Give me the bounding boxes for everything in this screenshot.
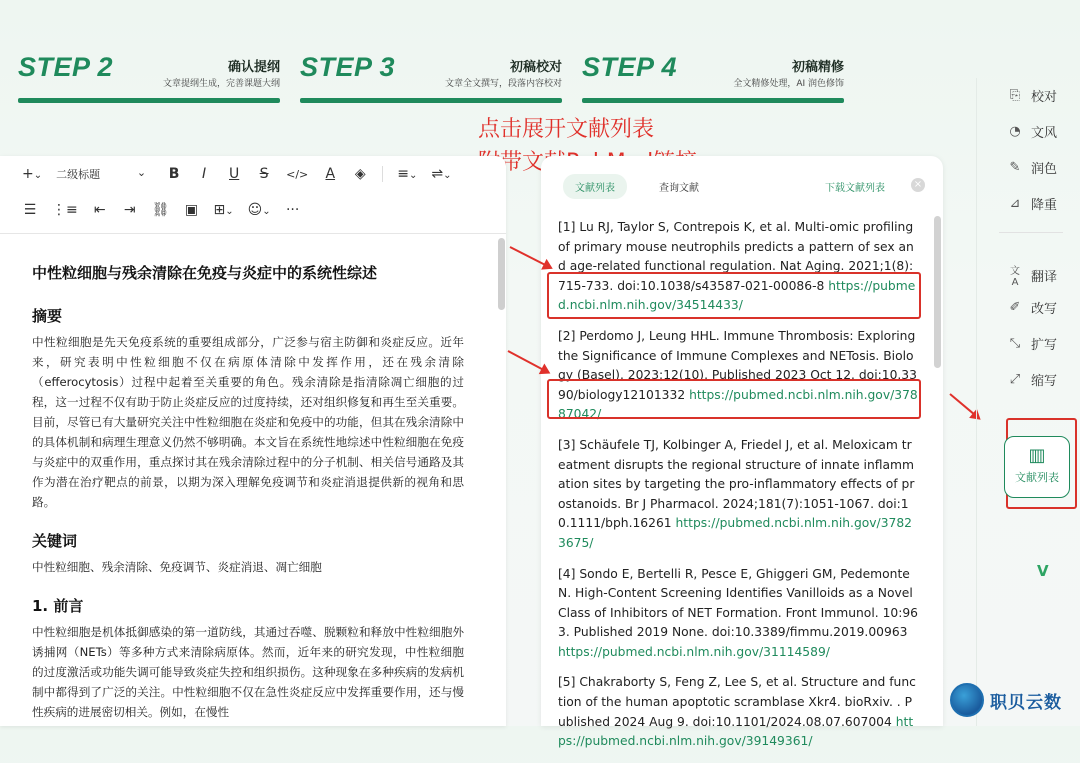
reference-scrollbar[interactable] [934,216,941,368]
close-icon[interactable]: × [911,178,925,192]
italic-button[interactable]: I [202,166,207,182]
toolbar-row-1 [22,166,452,182]
numbered-list-button[interactable]: ⋮≡ [52,202,78,218]
step-title: 初稿精修 [791,60,844,75]
underline-button[interactable]: U [229,166,240,182]
step-bar [300,98,562,103]
sidebar-item-polish[interactable]: ✎ 润色 [1007,158,1057,177]
link-button[interactable]: ⛓ [151,202,170,218]
step-title: 初稿校对 [509,60,562,75]
list-item: [2] Perdomo J, Leung HHL. Immune Thrombosis: Exploring the Significance of Immune Complexes and NETosis. Biology (Basel). 2023;12(10). Published 2023 Oct 12. doi:10.3390/biology12101332 https://pubmed.ncbi.nlm.nih.gov/37887042/ [558,328,918,422]
sidebar-item-rewrite[interactable]: ✐ 改写 [1007,298,1057,317]
emoji-button[interactable]: ☺⌄ [247,202,271,218]
step-description: 文章提纲生成，完善课题大纲 [162,79,280,89]
shrink-icon: ⤢ [1009,372,1021,387]
insert-button[interactable]: +⌄ [22,166,43,182]
list-item: [3] Schäufele TJ, Kolbinger A, Friedel J, et al. Meloxicam treatment disrupts the regional structure of innate inflammation sites by targeting the pro-inflammatory effects of prostanoids. Br J Pharmacol. 2024;181(7):1051-1067. doi:10.1111/bph.16261 https://pubmed.ncbi.nlm.nih.gov/37823675/ [558,437,915,550]
book-icon: ▥ [1028,445,1046,466]
pubmed-link[interactable]: https://pubmed.ncbi.nlm.nih.gov/31114589/ [558,644,830,659]
keywords-heading: 关键词 [32,532,78,550]
step-description: 全文精修处理，AI 润色修饰 [733,79,844,89]
sidebar-item-shorten[interactable]: ⤢ 缩写 [1007,370,1057,389]
sidebar-item-proofread[interactable]: ⎘ 校对 [1007,86,1057,105]
intro-heading: 1. 前言 [32,597,84,615]
heading-select[interactable]: 二级标题 ⌄ [56,166,147,181]
intro-text: 中性粒细胞是机体抵御感染的第一道防线，其通过吞噬、脱颗粒和释放中性粒细胞外诱捕网（NETs）等多种方式来清除病原体。然而，近年来的研究发现，中性粒细胞的过度激活或功能失调可能导致炎症失控和组织损伤。这种现象在多种疾病的发病机制中都得到了广泛的关注。中性粒细胞不仅在急性炎症反应中发挥重要作用，还与慢性疾病的进展密切相关。例如，在慢性 [32,625,464,719]
step-3 [300,52,562,104]
translate-icon: 文A [1010,266,1020,288]
document-body[interactable] [32,262,464,740]
sidebar-item-style[interactable]: ◔ 文风 [1007,122,1057,141]
tab-search-references[interactable]: 查询文献 [659,183,699,194]
sidebar-item-expand[interactable]: ⤡ 扩写 [1007,334,1057,353]
reference-tabs [555,174,929,198]
table-button[interactable]: ⊞⌄ [213,202,234,218]
line-height-button[interactable]: ⇌⌄ [431,166,452,182]
sidebar-divider [999,232,1063,233]
globe-logo-icon [950,683,984,717]
highlight-box-link-2 [547,379,921,419]
list-item: [5] Chakraborty S, Feng Z, Lee S, et al. Structure and function of the human apoptotic scramblase Xkr4. bioRxiv. . Published 2024 Aug 9. doi:10.1101/2024.08.07.607004 https://pubmed.ncbi.nlm.nih.gov/39149361/ [558,675,916,749]
list-item: [1] Lu RJ, Taylor S, Contrepois K, et al. Multi-omic profiling of primary mouse neutrophils predicts a pattern of sex and age-related functional regulation. Nat Aging. 2021;1(8):715-733. doi:10.1038/s43587-021-00086-8 https://pubmed.ncbi.nlm.nih.gov/34514433/ [558,220,916,313]
toolbar-row-2 [22,202,301,218]
abstract-text: 中性粒细胞是先天免疫系统的重要组成部分，广泛参与宿主防御和炎症反应。近年来，研究表明中性粒细胞不仅在病原体清除中发挥作用，还在残余清除（efferocytosis）过程中起着至关重要的角色。残余清除是指清除凋亡细胞的过程，这一过程不仅有助于防止炎症反应的过度持续，还对组织修复和再生至关重要。目前，尽管已有大量研究关注中性粒细胞在炎症和免疫中的功能，但其在残余清除中的具体机制和病理生理意义仍然不够明确。本文旨在系统性地综述中性粒细胞在免疫与炎症中的双重作用，重点探讨其在残余清除过程中的分子机制、相关信号通路及其作为潜在治疗靶点的前景，以期为深入理解免疫调节和炎症消退提供新的视角和思路。 [32,335,464,509]
download-reference-list-button[interactable]: 下载文献列表 [825,183,885,194]
list-item: [4] Sondo E, Bertelli R, Pesce E, Ghiggeri GM, Pedemonte N. High-Content Screening Identifies Vanilloids as a Novel Class of Inhibitors of NET Formation. Front Immunol. 10:963. Published 2019 None. doi:10.3389/fimmu.2019.00963 https://pubmed.ncbi.nlm.nih.gov/31114589/ [558,566,919,659]
pubmed-link[interactable]: https://pubmed.ncbi.nlm.nih.gov/37823675/ [558,516,912,550]
outdent-button[interactable]: ⇤ [93,202,106,218]
app-logo[interactable]: V [1037,562,1049,580]
abstract-heading: 摘要 [32,307,63,325]
brand-watermark [950,683,1062,717]
step-number: STEP 4 [582,52,678,82]
step-description: 文章全文撰写，段落内容校对 [444,79,562,89]
pubmed-link[interactable]: https://pubmed.ncbi.nlm.nih.gov/34514433/ [558,278,916,313]
editor-panel [0,156,506,726]
pubmed-link[interactable]: https://pubmed.ncbi.nlm.nih.gov/37887042/ [558,387,918,422]
reference-panel [541,156,943,749]
step-bar [582,98,844,103]
step-bar [18,98,280,103]
step-4 [582,52,844,104]
pen-icon: ✎ [1009,160,1021,175]
step-number: STEP 2 [18,52,114,82]
highlight-box-link-1 [547,272,921,319]
sidebar-item-dedupe[interactable]: ⊿ 降重 [1007,194,1057,213]
editor-scrollbar[interactable] [498,238,505,310]
tool-sidebar [976,78,1080,726]
palette-icon: ◔ [1009,124,1021,139]
pubmed-link[interactable]: https://pubmed.ncbi.nlm.nih.gov/39149361/ [558,714,914,749]
step-number: STEP 3 [300,52,396,82]
step-title: 确认提纲 [227,60,280,75]
image-button[interactable]: ▣ [184,202,199,218]
more-button[interactable]: ··· [285,202,300,218]
brand-name: 职贝云数 [990,692,1062,713]
proofread-icon: ⎘ [1009,88,1021,103]
font-color-button[interactable]: A [325,166,336,182]
step-2 [18,52,280,104]
chevron-down-icon: ⌄ [136,166,147,179]
keywords-text: 中性粒细胞、残余清除、免疫调节、炎症消退、凋亡细胞 [32,560,322,574]
bullet-list-button[interactable]: ☰ [23,202,37,218]
chart-icon: ⊿ [1009,196,1021,211]
code-button[interactable]: </> [286,167,309,181]
expand-icon: ⤡ [1009,336,1021,351]
steps-header [18,52,858,106]
tab-reference-list[interactable]: 文献列表 [563,174,627,199]
document-title: 中性粒细胞与残余清除在免疫与炎症中的系统性综述 [32,264,378,282]
bold-button[interactable]: B [168,166,180,182]
indent-button[interactable]: ⇥ [123,202,136,218]
annotation-line-1: 点击展开文献列表 [478,117,655,142]
edit-icon: ✐ [1009,300,1021,315]
editor-toolbar [0,156,506,234]
toolbar-divider [382,166,383,182]
reference-list-button[interactable]: ▥ 文献列表 [1004,436,1070,498]
align-button[interactable]: ≡⌄ [397,166,418,182]
sidebar-item-translate[interactable]: 文A 翻译 [1007,262,1057,288]
strikethrough-button[interactable]: S [259,166,269,182]
highlight-button[interactable]: ◈ [354,166,366,182]
